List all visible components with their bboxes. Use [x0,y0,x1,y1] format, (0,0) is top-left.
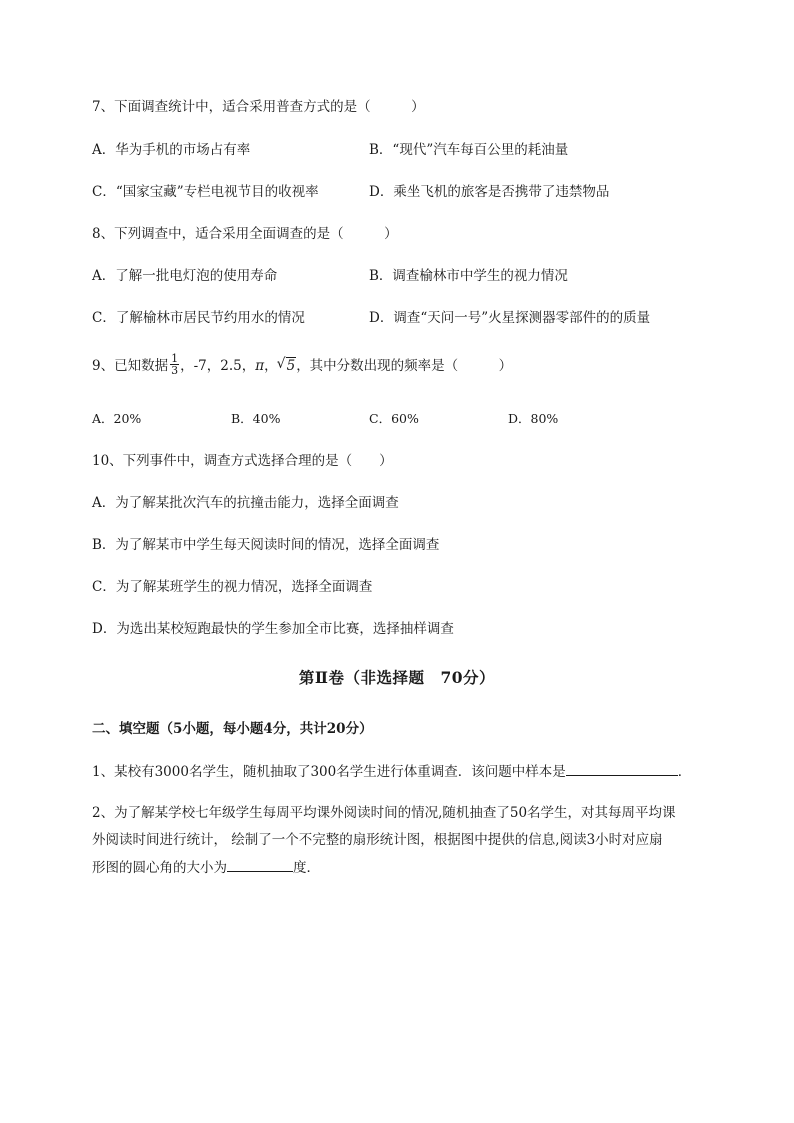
q7-stem: 7、下面调查统计中，适合采用普查方式的是（ ） [92,99,425,115]
answer-blank-1[interactable] [566,761,678,776]
section-title: 第Ⅱ卷（非选择题 70分） [298,668,496,687]
q9-option-d: D．80% [508,411,559,426]
fraction-numerator: 1 [171,352,179,365]
q7-option-b: B．“现代”汽车每百公里的耗油量 [369,142,569,158]
pi-symbol: π [255,358,265,374]
fraction-denominator: 3 [171,364,179,377]
q9-option-a: A．20% [92,411,142,426]
q10-option-b: B．为了解某市中学生每天阅读时间的情况，选择全面调查 [92,537,440,553]
fill-question-1 [92,761,691,782]
q10-option-a: A．为了解某批次汽车的抗撞击能力，选择全面调查 [92,495,399,511]
q10-option-c: C．为了解某班学生的视力情况，选择全面调查 [92,579,373,595]
q7-option-d: D．乘坐飞机的旅客是否携带了违禁物品 [369,184,610,200]
q10-stem: 10、下列事件中，调查方式选择合理的是（ ） [92,453,393,469]
fill1-text: 1、某校有3000名学生，随机抽取了300名学生进行体重调查．该问题中样本是 [92,764,566,780]
fill1-end: ． [677,764,692,780]
fraction-one-third [170,353,179,376]
q9-stem-mid: ，-7，2.5， [180,358,256,374]
fill2-line-2: 外阅读时间进行统计， 绘制了一个不完整的扇形统计图，根据图中提供的信息,阅读3小时对应扇 [92,832,663,848]
radical-sign: √ [276,356,286,372]
fill2-line-1: 2、为了解某学校七年级学生每周平均课外阅读时间的情况,随机抽查了50名学生，对其每周平均课 [92,805,676,821]
q7-options-row1 [92,140,250,160]
q8-option-c: C．了解榆林市居民节约用水的情况 [92,310,305,326]
q7-option-c: C．“国家宝藏”专栏电视节目的收视率 [92,184,319,200]
radicand: 5 [286,358,296,374]
part-heading: 二、填空题（5小题，每小题4分，共计20分） [92,721,373,737]
q7-option-a: A．华为手机的市场占有率 [92,142,251,158]
q8-option-a: A．了解一批电灯泡的使用寿命 [92,268,278,284]
q8-option-d: D．调查“天问一号”火星探测器零部件的的质量 [369,310,651,326]
sqrt-five [276,356,297,376]
fill2-line3-prefix: 形图的圆心角的大小为 [92,860,227,876]
q10-option-d: D．为选出某校短跑最快的学生参加全市比赛，选择抽样调查 [92,621,454,637]
q9-stem [92,352,513,378]
q8-option-b: B．调查榆林市中学生的视力情况 [369,268,568,284]
q9-option-b: B．40% [231,411,281,426]
q8-stem: 8、下列调查中，适合采用全面调查的是（ ） [92,226,398,242]
q9-stem-prefix: 9、已知数据 [92,358,169,374]
q9-separator: ， [264,358,278,374]
q9-option-c: C．60% [369,411,419,426]
answer-blank-2[interactable] [227,857,293,872]
fill2-line3-suffix: 度． [293,860,320,876]
fill2-line-3 [92,857,320,878]
q9-stem-suffix: ，其中分数出现的频率是（ ） [296,358,513,374]
